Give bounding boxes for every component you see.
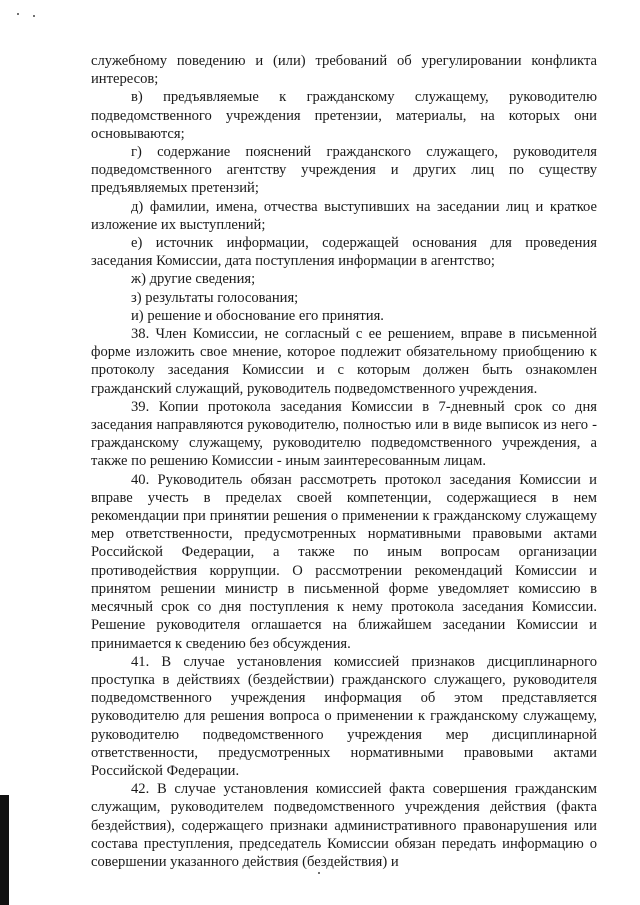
scan-speck	[318, 872, 320, 874]
paragraph: 38. Член Комиссии, не согласный с ее решением, вправе в письменной форме изложить свое мнение, которое подлежит обязательному приобщению к протоколу заседания Комиссии и с которым должен быть ознакомлен гражданский служащий, руководитель подведомственного учреждения.	[91, 326, 597, 397]
scan-edge-shadow	[0, 795, 9, 905]
paragraph: и) решение и обоснование его принятия.	[131, 307, 384, 324]
paragraph: з) результаты голосования;	[131, 289, 299, 306]
paragraph: 41. В случае установления комиссией признаков дисциплинарного проступка в действиях (бездействии) гражданского служащего, руководителя подведомственного учреждения информация об этом представляется руководителю для решения вопроса о применении к гражданскому служащему, руководителю подведомственного учреждения мер дисциплинарной ответственности, предусмотренных нормативными правовыми актами Российской Федерации.	[91, 653, 597, 779]
paragraph: 42. В случае установления комиссией факта совершения гражданским служащим, руководителем подведомственного учреждения действия (факта бездействия), содержащего признаки административного правонарушения или состава преступления, председатель Комиссии обязан передать информацию о совершении указанного действия (бездействия) и	[91, 781, 597, 870]
paragraph: ж) другие сведения;	[131, 271, 256, 288]
paragraph: в) предъявляемые к гражданскому служащему, руководителю подведомственного учреждения претензии, материалы, на которых они основываются;	[91, 89, 597, 142]
paragraph: д) фамилии, имена, отчества выступивших на заседании лиц и краткое изложение их выступлений;	[91, 198, 597, 233]
scan-speck	[17, 13, 19, 15]
scan-speck	[33, 15, 35, 17]
paragraph: е) источник информации, содержащей основания для проведения заседания Комиссии, дата поступления информации в агентство;	[91, 235, 597, 270]
paragraph: 39. Копии протокола заседания Комиссии в 7-дневный срок со дня заседания направляются руководителю, полностью или в виде выписок из него - гражданскому служащему, руководителю подведомственного учреждения, а также по решению Комиссии - иным заинтересованным лицам.	[91, 398, 597, 470]
paragraph: 40. Руководитель обязан рассмотреть протокол заседания Комиссии и вправе учесть в пределах своей компетенции, содержащиеся в нем рекомендации при принятии решения о применении к гражданскому служащему мер ответственности, предусмотренных нормативными правовыми актами Российской Федерации, а также по иным вопросам организации противодействия коррупции. О рассмотрении рекомендаций Комиссии и принятом решении министр в письменной форме уведомляет комиссию в месячный срок со дня поступления к нему протокола заседания Комиссии. Решение руководителя оглашается на ближайшем заседании Комиссии и принимается к сведению без обсуждения.	[91, 471, 597, 652]
paragraph: г) содержание пояснений гражданского служащего, руководителя подведомственного агентству учреждения и других лиц по существу предъявляемых претензий;	[91, 144, 597, 197]
paragraph: служебному поведению и (или) требований об урегулировании конфликта интересов;	[91, 53, 597, 88]
document-page	[91, 52, 597, 871]
